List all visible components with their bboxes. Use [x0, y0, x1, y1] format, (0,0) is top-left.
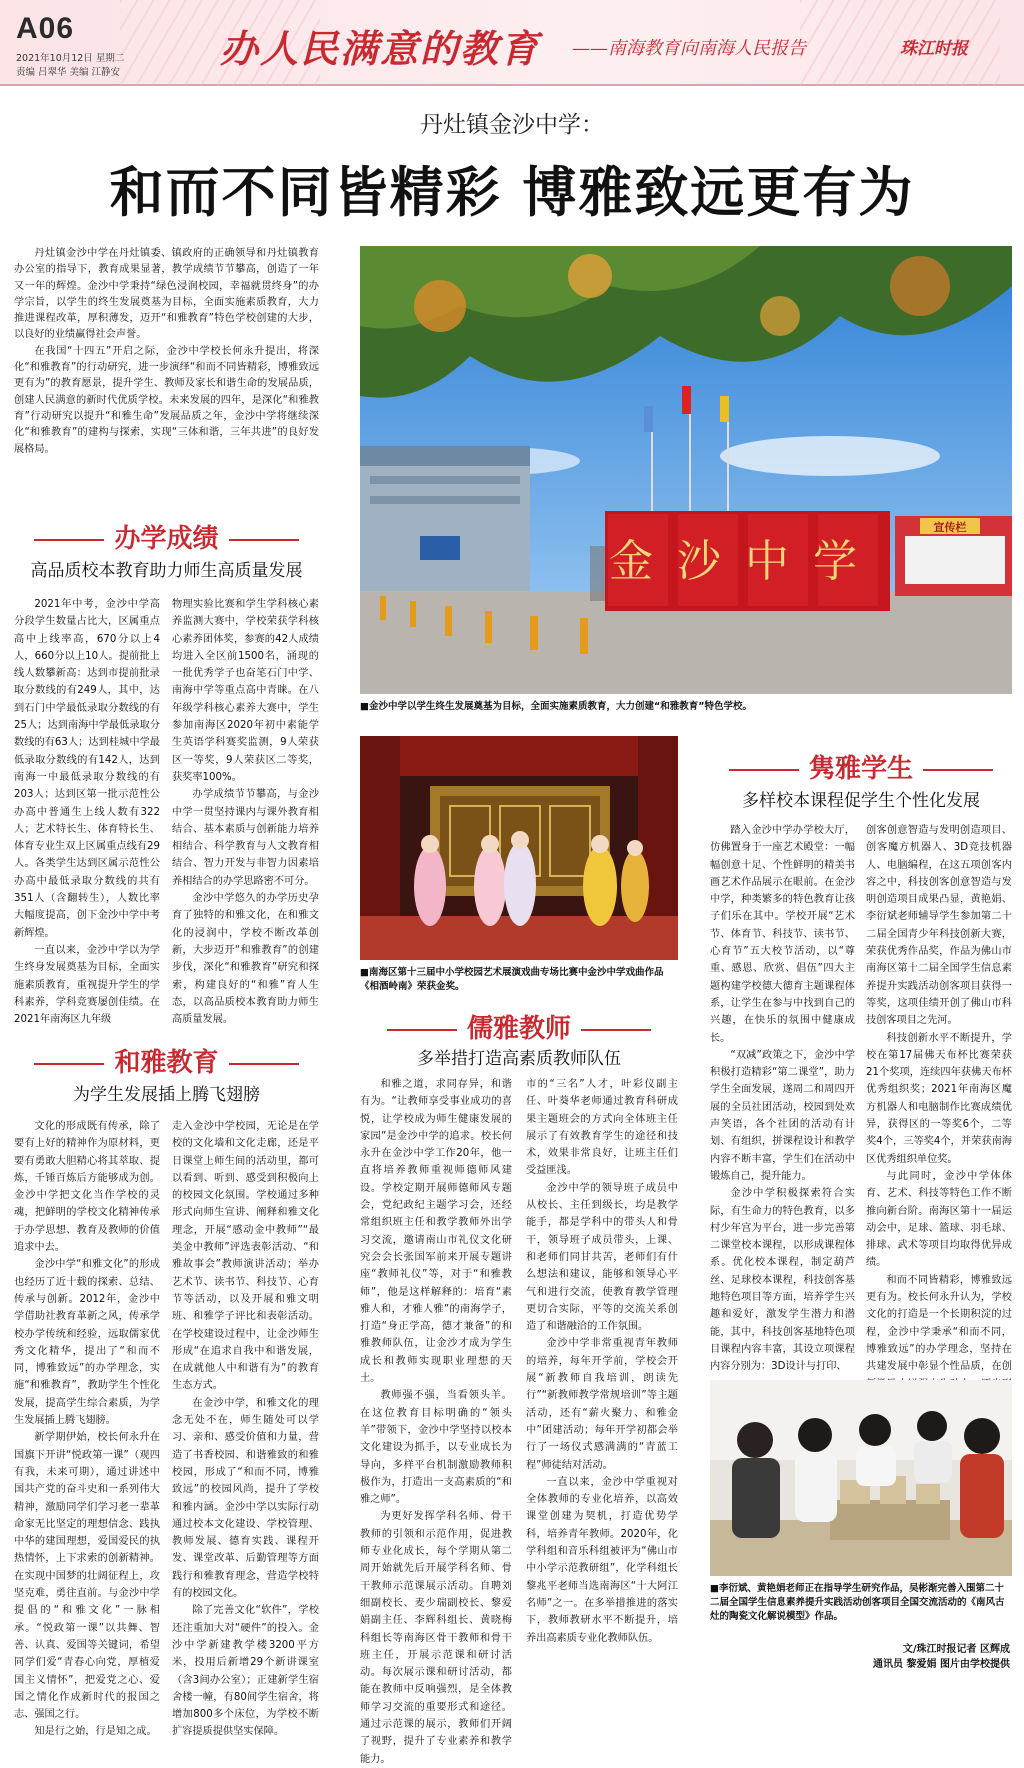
paragraph: 金沙中学积极探索符合实际，有生命力的特色教育，以多村少年宫为平台，进一步完善第二课堂校本课程，以形成课程体系。优化校本课程，制定葫芦丝、足球校本课程，科技创客基地特色项目等方面，培养学生兴趣和爱好，激发学生潜力和潜能，其中，科技创客基地特色项目课程内容丰富，其设立项课程内容分别为：3D设计与打印、 [710, 1188, 855, 1373]
page-number: A06 [16, 12, 75, 45]
teachers-column-1 [360, 1076, 512, 1765]
opera-stage-illustration [360, 736, 678, 960]
paragraph: 2021年中考，金沙中学高分段学生数量占比大，区属重点高中上线率高，670分以上4人，660分以上10人。提前批上线人数攀新高：达到市提前批录取分数线的有249人，其中，达到石门中学最低录取分数线的有25人；达到南海中学最低录取分数线的有63人；达到桂城中学最低录取分数线的有142人，达到南海一中最低录取分数线的有203人；达到区第一批示范性公办高中普通生上线人数有322人；艺术特长生、体育特长生、体育专业生双上区属重点线有29人。各类学生达到区属示范性公办高中最低录取分数线的共有351人（含翻转生），人数比率大幅度提高，创下金沙中学中考新辉煌。 [14, 599, 160, 939]
student-lab-illustration [710, 1380, 1012, 1576]
correspondent-credit: 通讯员 黎爱娟 图片由学校提供 [873, 1659, 1010, 1670]
elegant-column-2 [866, 822, 1012, 1373]
section-subtitle-elegant-students: 多样校本课程促学生个性化发展 [742, 791, 980, 811]
title-rule [229, 539, 299, 541]
paragraph: 办学成绩节节攀高，与金沙中学一贯坚持课内与课外教育相结合、基本素质与创新能力培养相结合、科学教育与人文教育相结合、智力开发与非智力因素培养相结合的办学思路密不可分。 [172, 789, 319, 887]
newspaper-logo: 珠江时报 [900, 39, 968, 59]
section-title-achievements: 办学成绩 [14, 518, 319, 555]
paragraph: 科技创新水平不断提升，学校在第17届佛天布杯比赛荣获21个奖项，连续四年获佛天布杯优秀组织奖；2021年南海区魔方机器人和电脑制作比赛成绩优异，获得区的一等奖6个，二等奖4个，三等奖4个，并荣获南海区优秀组织单位奖。 [866, 1032, 1012, 1165]
section-title-teachers: 儒雅教师 [360, 1008, 678, 1045]
article-headline: 和而不同皆精彩 博雅致远更有为 [109, 161, 915, 224]
paragraph: 为更好发挥学科名师、骨干教师的引领和示范作用，促进教师专业化成长，每个学期从第二周开始就先后开展学科名师、骨干教师示范课展示活动。自聘刘细副校长、麦少瑞副校长、黎爱娟副主任、李辉科组长、黄晓梅科组长等南海区骨干教师和骨干班主任，开展示范课和研讨活动。每次展示课和研讨活动，都能在教师中反响强烈，是全体教师学习交流的重要形式和途径。通过示范课的展示，教师们开阔了视野，提升了专业素养和教学能力。 [360, 1511, 512, 1765]
section-subtitle-harmony: 为学生发展插上腾飞翅膀 [73, 1085, 260, 1105]
teachers-column-2 [526, 1076, 678, 1676]
achievements-column-1 [14, 596, 160, 1026]
photo-caption: ■金沙中学以学生终生发展奠基为目标，全面实施素质教育，大力创建“和雅教育”特色学校。 [360, 701, 752, 712]
section-title-elegant-students: 隽雅学生 [710, 748, 1012, 785]
title-rule [729, 769, 799, 771]
section-subtitle-achievements: 高品质校本教育助力师生高质量发展 [30, 561, 303, 581]
paragraph: 物理实验比赛和学生学科核心素养监测大赛中，学校荣获学科核心素养团体奖，参赛的42人成绩均进入全区前1500名，涌现的一批优秀学子也奋笔石门中学、南海中学等重点高中青睐。在八年级学科核心素养大赛中，学生参加南海区2020年初中素能学生英语学科赛奖监测，9人荣获区一等奖，9人荣获区二等奖，获奖率100%。 [172, 599, 319, 783]
school-gate-illustration [360, 246, 1012, 694]
article-byline [760, 1642, 1010, 1672]
paragraph: 教师强不强，当看领头羊。在这位教育目标明确的“领头羊”带领下，金沙中学坚持以校本文化建设为抓手，以专业成长为导向，多样平台机制激励教师积极作为，打造出一支高素质的“和雅之师”。 [360, 1390, 512, 1506]
school-gate-photo [360, 246, 1012, 694]
student-project-photo [710, 1380, 1012, 1576]
paragraph: 创客创意智造与发明创造项目、创客魔方机器人、3D竞技机器人、电脑编程，在这五项创客内容之中，科技创客创意智造与发明创造项目成果凸显，黄艳娟、李衍斌老师辅导学生参加第二十二届全国青少年科技创新大赛，荣获优秀作品奖，作品为佛山市南海区第十二届全国学生信息素养提升实践活动创客项目获得一等奖，这项佳绩开创了佛山市科技创客项目之先河。 [866, 825, 1012, 1027]
title-rule [923, 769, 993, 771]
opera-performance-photo [360, 736, 678, 960]
title-rule [34, 1063, 104, 1065]
paragraph: 和雅之道，求同存异，和谐有为。“让教师享受事业成功的喜悦，让学校成为师生健康发展的家园”是金沙中学的追求。校长何永升在金沙中学工作20年，他一直将培养教师重视师德师风建设。学校定期开展师德师风专题会，党纪政纪主题学习会，还经常组织班主任和教学教师外出学习交流，邀请南山市礼仪文化研究会会长张国军前来开展专题讲座“教师礼仪”等，对于“和雅教师”，他是这样解释的：培育“素雅人和，才雅人雅”的南海学子，打造“身正学高，德才兼备”的和雅教师队伍，让金沙才成为学生成长和教师实现职业理想的天土。 [360, 1079, 512, 1385]
reporter-credit: 文/珠江时报记者 区辉成 [902, 1644, 1010, 1655]
editor-credits: 责编 吕翠华 美编 江静安 [16, 67, 121, 78]
achievements-column-2 [172, 596, 319, 1026]
harmony-column-2 [172, 1118, 319, 1738]
banner-subtitle: ——南海教育向南海人民报告 [572, 38, 806, 59]
section-subtitle-teachers: 多举措打造高素质教师队伍 [417, 1049, 621, 1069]
paragraph: 金沙中学的领导班子成员中从校长、主任到级长，均是教学能手，都是学科中的带头人和骨干，领导班子成员带头，上课、和老师们同甘共苦，老师们有什么想法和建议，能够和领导心平气和进行交流，使教育教学管理更切合实际，平等的交流关系创造了和谐融洽的工作氛围。 [526, 1182, 678, 1333]
paragraph: 一直以来，金沙中学以为学生终身发展奠基为目标，全面实施素质教育，重视提升学生的学科素养，学科竞赛屡创佳绩。在2021年南海区九年级 [14, 944, 160, 1026]
paragraph: 市的“三名”人才，叶彩仪副主任、叶葵华老师通过教育科研成果主题班会的方式向全体班主任展示了有效教育学生的途径和技术，效果非常良好，让班主任们受益匪浅。 [526, 1079, 678, 1177]
issue-date: 2021年10月12日 星期二 [16, 53, 125, 64]
paragraph: 踏入金沙中学办学校大厅，仿佛置身于一座艺术殿堂：一幅幅创意十足、个性鲜明的精美书画艺术作品展示在眼前。在金沙中学，种类繁多的特色教育让孩子们乐在其中。学校开展“艺术节、体育节、科技节、读书节、心育节”五大校节活动，以“尊重、感恩、欣赏、倡伍”四大主题构建学校德大德育主题课程体系，让学生在参与中找到自己的兴趣，在快乐的氛围中健康成长。 [710, 825, 855, 1044]
intro-paragraph: 丹灶镇金沙中学在丹灶镇委、镇政府的正确领导和丹灶镇教育办公室的指导下，教育成果显著，教学成绩节节攀高，创造了一年又一年的辉煌。金沙中学秉持“绿色浸润校园，幸福就贯终身”的办学宗旨，以学生的终生发展奠基为目标，全面实施素质教育，大力推进课程改革，厚积薄发，迈开“和雅教育”特色学校创建的大步，以良好的业绩赢得社会声誉。 [14, 248, 319, 341]
title-rule [229, 1063, 299, 1065]
title-rule [387, 1029, 457, 1031]
paragraph: 文化的形成既有传承，除了要有上好的精神作为原材料，更要有勇敢大胆精心将其萃取、提炼，千锤百炼后方能够成为创。金沙中学把文化当作学校的灵魂，把鲜明的学校文化精神传承于办学思想、教育及教师的价值追求中去。 [14, 1121, 160, 1254]
paragraph: 金沙中学非常重视青年教师的培养，每年开学前，学校会开展“新教师自我培训，朗读先行”“新教师教学常规培训”等主题活动，还有“薪火聚力、和雅金中”团建活动；每年开学初都会举行了一场仪式感满满的“青蓝工程”师徒结对活动。 [526, 1338, 678, 1471]
title-rule [581, 1029, 651, 1031]
paragraph: 和而不同皆精彩，博雅致远更有为。校长何永升认为，学校文化的打造是一个长期积淀的过程，金沙中学秉承“和而不同，博雅致远”的办学理念，坚持在共建发展中彰显个性品质，在创 [866, 1274, 1012, 1373]
paragraph: 新学期伊始，校长何永升在国旗下开讲“悦政第一课”（观四有我，未来可期），通过讲述中国共产党的奋斗史和一系列伟大精神，激励同学们学习老一辈革命家无比坚定的理想信念、践执中华的建国理想，爱国爱民的执热情怀，上下求索的创新精神。在实现中国梦的壮阔征程上，攻坚克难，勇往直前。与金沙中学提倡的“和雅文化”一脉相承。“悦政第一课”以共舞、智善、认真、爱国等关键词，希望同学们爱“青春心向党，厚植爱国主义情怀”，把爱党之心、爱国之情化作成新时代的报国之志、强国之行。 [14, 1432, 160, 1721]
harmony-column-1 [14, 1118, 160, 1738]
page-header-banner [0, 0, 1024, 86]
intro-paragraph: 在我国“十四五”开启之际，金沙中学校长何永升提出，将深化“和雅教育”的行动研究，进一步演绎“和而不同皆精彩，博雅致远更有为”的教育愿景，提升学生、教师及家长和谐生命的发展品质，创建人民满意的新时代优质学校。未来发展的四年，是深化“和雅教育”行动研究以提升“和雅生命”发展品质之年，金沙中学将继续深化“和雅教育”的建构与探索，实现“三体和谐，三年共进”的良好发展格局。 [14, 345, 319, 455]
article-intro [14, 246, 319, 471]
title-rule [34, 539, 104, 541]
paragraph: 一直以来，金沙中学重视对全体教师的专业化培养，以高效课堂创建为契机，打造优势学科，培养青年教师。2020年，化学科组和音乐科组被评为“佛山市中小学示范教研组”，化学科组长黎兆平老师当选南海区“十大阿江名师”之一。在多举措推进的落实下，教师教研水平不断提升，培养出高素质专业化教师队伍。 [526, 1476, 678, 1644]
paragraph: 与此同时，金沙中学体体育、艺术、科技等特色工作不断推向新台阶。南海区第十一届运动会中，足球、篮球、羽毛球、排球、武术等项目均取得优异成绩。 [866, 1170, 1012, 1269]
paragraph: 除了完善文化“软件”，学校还注重加大对“硬件”的投入。金沙中学新建教学楼3200平方米，投用后新增29个新讲课室（含3间办公室）；正建新学生宿舍楼一幢，有80间学生宿舍，将增加800多个床位，为学校不断扩容提质提供坚实保障。 [172, 1605, 319, 1738]
section-title-harmony: 和雅教育 [14, 1042, 319, 1079]
paragraph: “双减”政策之下，金沙中学积极打造精彩“第二课堂”，助力学生全面发展，遂周二和周四开展的全员社团活动，校园到处欢声笑语，各个社团的活动有计划、有组织，拼课程设计和教学内容不断丰富，学生们在活动中锻炼自己，提升能力。 [710, 1049, 855, 1182]
article-kicker: 丹灶镇金沙中学： [420, 112, 604, 138]
paragraph: 金沙中学悠久的办学历史孕育了独特的和雅文化，在和雅文化的浸润中，学校不断改革创新，大步迈开“和雅教育”的创建步伐，深化“和雅教育”研究和探索，构建良好的“和雅”育人生态，以高品质校本教育助力师生高质量发展。 [172, 893, 319, 1026]
photo-caption: ■李衍斌、黄艳娟老师正在指导学生研究作品，吴彬渐完善入围第二十二届全国学生信息素养提升实践活动创客项目全国交流活动的《南风古灶的陶瓷文化解说模型》作品。 [710, 1583, 1005, 1622]
paragraph: 在金沙中学，和雅文化的理念无处不在，师生随处可以学习、亲和、感受价值和力量，营造了书香校园、和谐雅致的和雅校园，形成了“和而不同，博雅致远”的校园风尚，提升了学校和雅内涵。金沙中学以实际行动通过校本文化建设、学校管理、教师发展、德育实践、课程开发、课堂改革、后勤管理等方面践行和雅教育理念，营造学校特有的校园文化。 [172, 1397, 319, 1600]
banner-title: 办人民满意的教育 [220, 26, 541, 71]
paragraph: 知是行之始，行是知之成。 [34, 1726, 157, 1738]
paragraph: 走入金沙中学校园，无论是在学校的文化墙和文化走廊，还是平日课堂上师生间的活动里，都可以看到、听到、感受到积极向上的校园文化氛围。学校通过多种形式向师生宣讲、阐释和雅文化理念，开展“感动金中教师”“最美金中教师”评选表彰活动、“和雅故事会”教师演讲活动；举办艺术节、读书节、科技节、心育节等活动，以及开展和雅文明班、和雅学子评比和表彰活动。在学校建设过程中，让金沙师生形成“在追求自我中和谐发展，在成就他人中和谐有为”的教育生态方式。 [172, 1121, 319, 1392]
gate-sign-text: 金沙中学 [609, 536, 881, 587]
photo-caption: ■南海区第十三届中小学校园艺术展演戏曲专场比赛中金沙中学戏曲作品《相酒岭南》荣获金奖。 [360, 967, 664, 992]
paragraph: 金沙中学“和雅文化”的形成也经历了近十载的探索、总结、传承与创新。2012年，金沙中学借助社教育革新之风，传承学校办学传统和经验，远取儒家优秀文化精华，提出了“和而不同，博雅致远”的办学理念，实施“和雅教育”，教助学生个性化发展，提高学生综合素质，为学生发展插上腾飞翅膀。 [14, 1259, 160, 1427]
elegant-column-1 [710, 822, 855, 1373]
board-sign-text: 宣传栏 [933, 521, 967, 534]
